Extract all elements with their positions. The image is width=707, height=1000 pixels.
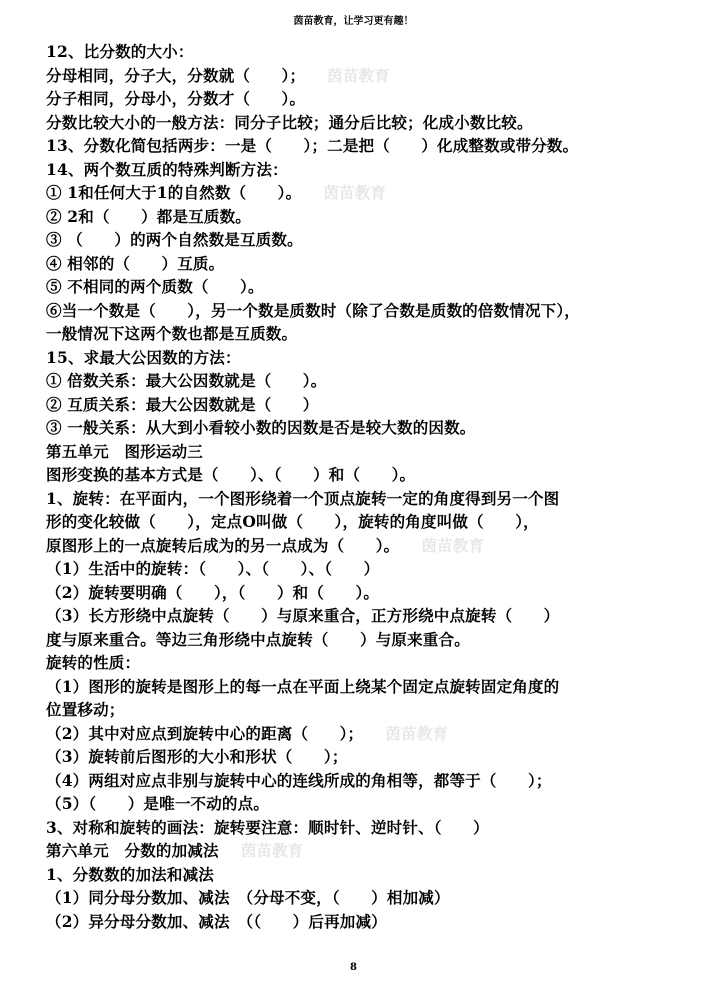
line-text: 度与原来重合。等边三角形绕中点旋转（ ）与原来重合。 [46, 629, 470, 649]
line-text: 分数比较大小的一般方法：同分子比较；通分后比较；化成小数比较。 [46, 112, 533, 132]
text-line [46, 416, 676, 440]
text-line [46, 369, 676, 393]
line-text: 14、两个数互质的特殊判断方法： [46, 159, 288, 179]
text-line [46, 87, 676, 111]
page-header: 茵苗教育，让学习更有趣！ [293, 16, 414, 27]
line-text: （1）同分母分数加、减法 （分母不变，（ ）相加减） [46, 888, 450, 907]
text-line [46, 745, 676, 769]
text-line [46, 346, 676, 370]
line-text: 1、分数数的加法和减法 [46, 864, 214, 884]
text-line [46, 722, 676, 746]
text-line [46, 275, 676, 299]
line-text: 形的变化较做（ ），定点O叫做（ ），旋转的角度叫做（ ）， [46, 512, 539, 531]
text-line [46, 463, 676, 487]
watermark-text: 茵苗教育 [421, 536, 485, 555]
line-text: 一般情况下这两个数也都是互质数。 [46, 324, 298, 343]
line-text: 1、旋转：在平面内，一个图形绕着一个顶点旋转一定的角度得到另一个图 [46, 488, 560, 508]
line-text: （2）其中对应点到旋转中心的距离（ ）； [46, 723, 364, 743]
text-line [46, 487, 676, 511]
text-line [46, 816, 676, 840]
text-line [46, 675, 676, 699]
text-line [46, 863, 676, 887]
watermark-text: 茵苗教育 [385, 724, 449, 743]
text-line [46, 839, 676, 863]
page-number: 8 [350, 962, 357, 973]
line-text: 12、比分数的大小： [46, 42, 194, 61]
text-line [46, 604, 676, 628]
text-line [46, 510, 676, 534]
text-line [46, 534, 676, 558]
line-text: 3、对称和旋转的画法：旋转要注意：顺时针、逆时针、（ ） [46, 817, 489, 837]
watermark-text: 茵苗教育 [327, 66, 390, 85]
line-text: 第五单元 图形运动三 [46, 441, 204, 461]
text-line [46, 393, 676, 417]
text-line [46, 440, 676, 464]
text-line [46, 181, 676, 205]
line-text: ④ 相邻的（ ）互质。 [46, 253, 225, 273]
line-text: （3）旋转前后图形的大小和形状（ ）； [46, 747, 348, 766]
line-text: ⑤ 不相同的两个质数（ ）。 [46, 277, 264, 296]
line-text: （2）异分母分数加、减法 （（ ）后再加减） [46, 911, 387, 931]
text-line [46, 792, 676, 816]
line-text: 位置移动； [46, 700, 125, 719]
line-text: ② 互质关系：最大公因数就是（ ） [46, 394, 319, 414]
text-line [46, 64, 676, 88]
line-text: 分子相同，分母小，分数才（ ）。 [46, 89, 306, 108]
text-line [46, 134, 676, 158]
text-line [46, 557, 676, 581]
line-text: ① 1和任何大于1的自然数（ ）。 [46, 183, 302, 202]
line-text: （1）生活中的旋转：（ ）、（ ）、（ ） [46, 559, 380, 578]
line-text: ③ 一般关系：从大到小看较小数的因数是否是较大数的因数。 [46, 418, 476, 437]
line-text: ③ （ ）的两个自然数是互质数。 [46, 230, 303, 249]
text-line [46, 910, 676, 934]
line-text: 第六单元 分数的加减法 [46, 841, 219, 860]
line-text: 旋转的性质： [46, 653, 141, 672]
line-text: （3）长方形绕中点旋转（ ）与原来重合，正方形绕中点旋转（ ） [46, 606, 560, 625]
line-text: 分母相同，分子大，分数就（ ）； [46, 65, 306, 85]
line-text: （2）旋转要明确（ ），（ ）和（ ）。 [46, 582, 380, 602]
line-text: ① 倍数关系：最大公因数就是（ ）。 [46, 371, 327, 390]
line-text: （1）图形的旋转是图形上的每一点在平面上绕某个固定点旋转固定角度的 [46, 676, 560, 696]
watermark-text: 茵苗教育 [240, 842, 304, 860]
line-text: 原图形上的一点旋转后成为的另一点成为（ ）。 [46, 535, 400, 555]
line-text: 13、分数化简包括两步：一是（ ）；二是把（ ）化成整数或带分数。 [46, 136, 579, 155]
watermark-text: 茵苗教育 [323, 184, 387, 202]
text-line [46, 769, 676, 793]
text-line [46, 252, 676, 276]
line-text: ② 2和（ ）都是互质数。 [46, 206, 251, 226]
text-line [46, 581, 676, 605]
line-text: ⑥当一个数是（ ），另一个数是质数时（除了合数是质数的倍数情况下）， [46, 300, 581, 320]
text-line [46, 228, 676, 252]
text-line [46, 886, 676, 910]
text-line [46, 158, 676, 182]
text-line [46, 111, 676, 135]
text-line [46, 205, 676, 229]
text-line [46, 628, 676, 652]
text-line [46, 40, 676, 64]
line-text: 15、求最大公因数的方法： [46, 347, 241, 367]
text-line [46, 322, 676, 346]
text-line [46, 651, 676, 675]
line-text: 图形变换的基本方式是（ ）、（ ）和（ ）。 [46, 465, 416, 484]
line-text: （5）（ ）是唯一不动的点。 [46, 794, 270, 813]
text-line [46, 299, 676, 323]
text-line [46, 698, 676, 722]
document-body [46, 40, 676, 933]
line-text: （4）两组对应点非别与旋转中心的连线所成的角相等，都等于（ ）； [46, 770, 552, 790]
